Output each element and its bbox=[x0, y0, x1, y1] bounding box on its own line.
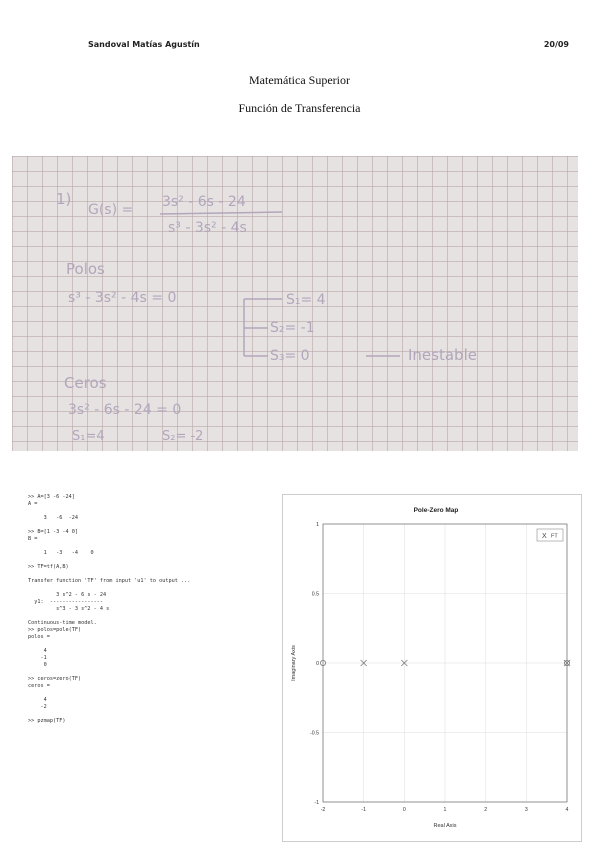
console-line: 0 bbox=[28, 662, 47, 668]
y-axis-label: Imaginary Axis bbox=[291, 645, 297, 681]
header-author: Sandoval Matías Agustín bbox=[88, 40, 200, 49]
console-line: B = bbox=[28, 536, 38, 542]
x-tick-label: 0 bbox=[402, 807, 406, 813]
fraction-line bbox=[160, 212, 282, 214]
pole-s1: S₁= 4 bbox=[286, 292, 326, 308]
chart-legend bbox=[537, 529, 563, 541]
console-line: 1 -3 -4 0 bbox=[28, 550, 94, 556]
console-line: 3 -6 -24 bbox=[28, 515, 78, 521]
x-tick-label: 4 bbox=[565, 807, 569, 813]
console-line bbox=[28, 669, 278, 676]
gs-denominator: s³ - 3s² - 4s bbox=[168, 220, 247, 236]
pole-s3: S₃= 0 bbox=[270, 348, 310, 364]
console-line: >> TF=tf(A,B) bbox=[28, 564, 69, 570]
pole-zero-plot bbox=[282, 494, 582, 842]
header-date: 20/09 bbox=[543, 40, 569, 49]
console-line bbox=[28, 585, 278, 592]
console-line: -2 bbox=[28, 704, 47, 710]
console-line bbox=[28, 508, 278, 515]
console-line bbox=[28, 690, 278, 697]
pole-zero-chart bbox=[283, 495, 581, 841]
x-tick-label: -1 bbox=[361, 807, 366, 813]
poles-title: Polos bbox=[66, 260, 105, 278]
gs-numerator: 3s² - 6s - 24 bbox=[162, 194, 246, 210]
chart-title: Pole-Zero Map bbox=[413, 507, 459, 514]
console-line: >> A=[3 -6 -24] bbox=[28, 494, 75, 500]
poles-equation: s³ - 3s² - 4s = 0 bbox=[68, 290, 177, 306]
console-line: >> polos=pole(TF) bbox=[28, 627, 82, 633]
y-tick-label: 0.5 bbox=[311, 591, 319, 598]
console-line bbox=[28, 641, 278, 648]
console-line: -1 bbox=[28, 655, 47, 661]
y-tick-label: 0 bbox=[316, 661, 319, 667]
console-line: Transfer function 'TF' from input 'u1' to output ... bbox=[28, 578, 191, 584]
handwritten-notes-photo bbox=[12, 156, 578, 451]
zero-z1: S₁=4 bbox=[72, 429, 105, 444]
console-line bbox=[28, 543, 278, 550]
topic-title: Función de Transferencia bbox=[238, 101, 361, 115]
console-line: >> ceros=zero(TF) bbox=[28, 676, 82, 682]
legend-label: FT bbox=[551, 533, 558, 540]
zero-z2: S₂= -2 bbox=[162, 429, 204, 444]
console-line: s^3 - 3 s^2 - 4 s bbox=[28, 606, 110, 612]
console-line: 3 s^2 - 6 s - 24 bbox=[28, 592, 107, 598]
console-line: A = bbox=[28, 501, 38, 507]
console-line: >> pzmap(TF) bbox=[28, 718, 66, 724]
course-title: Matemática Superior bbox=[249, 73, 350, 87]
x-axis-label: Real Axis bbox=[433, 823, 457, 829]
x-tick-label: -2 bbox=[320, 807, 326, 813]
legend-marker: X bbox=[542, 533, 547, 540]
console-line: ceros = bbox=[28, 683, 50, 689]
console-line: polos = bbox=[28, 634, 50, 640]
unstable-note: Inestable bbox=[408, 346, 477, 364]
zeros-title: Ceros bbox=[64, 374, 107, 392]
y-tick-label: -1 bbox=[314, 800, 319, 806]
x-tick-label: 2 bbox=[484, 807, 488, 813]
gs-lhs: G(s) = bbox=[88, 202, 134, 218]
pole-s2: S₂= -1 bbox=[270, 320, 315, 336]
zeros-equation: 3s² - 6s - 24 = 0 bbox=[68, 402, 182, 418]
console-line bbox=[28, 557, 278, 564]
console-line bbox=[28, 613, 278, 620]
console-line: 4 bbox=[28, 648, 47, 654]
console-line: Continuous-time model. bbox=[28, 620, 97, 626]
y-tick-label: 1 bbox=[316, 522, 319, 528]
x-tick-label: 3 bbox=[524, 807, 528, 813]
y-tick-label: -0.5 bbox=[310, 730, 319, 737]
matlab-console bbox=[28, 494, 278, 725]
console-line bbox=[28, 571, 278, 578]
x-tick-label: 1 bbox=[443, 807, 447, 813]
console-line: 4 bbox=[28, 697, 47, 703]
console-line: >> B=[1 -3 -4 0] bbox=[28, 529, 78, 535]
console-line bbox=[28, 522, 278, 529]
item-mark: 1) bbox=[56, 190, 72, 208]
console-line: y1: ----------------- bbox=[28, 599, 103, 605]
console-line bbox=[28, 711, 278, 718]
